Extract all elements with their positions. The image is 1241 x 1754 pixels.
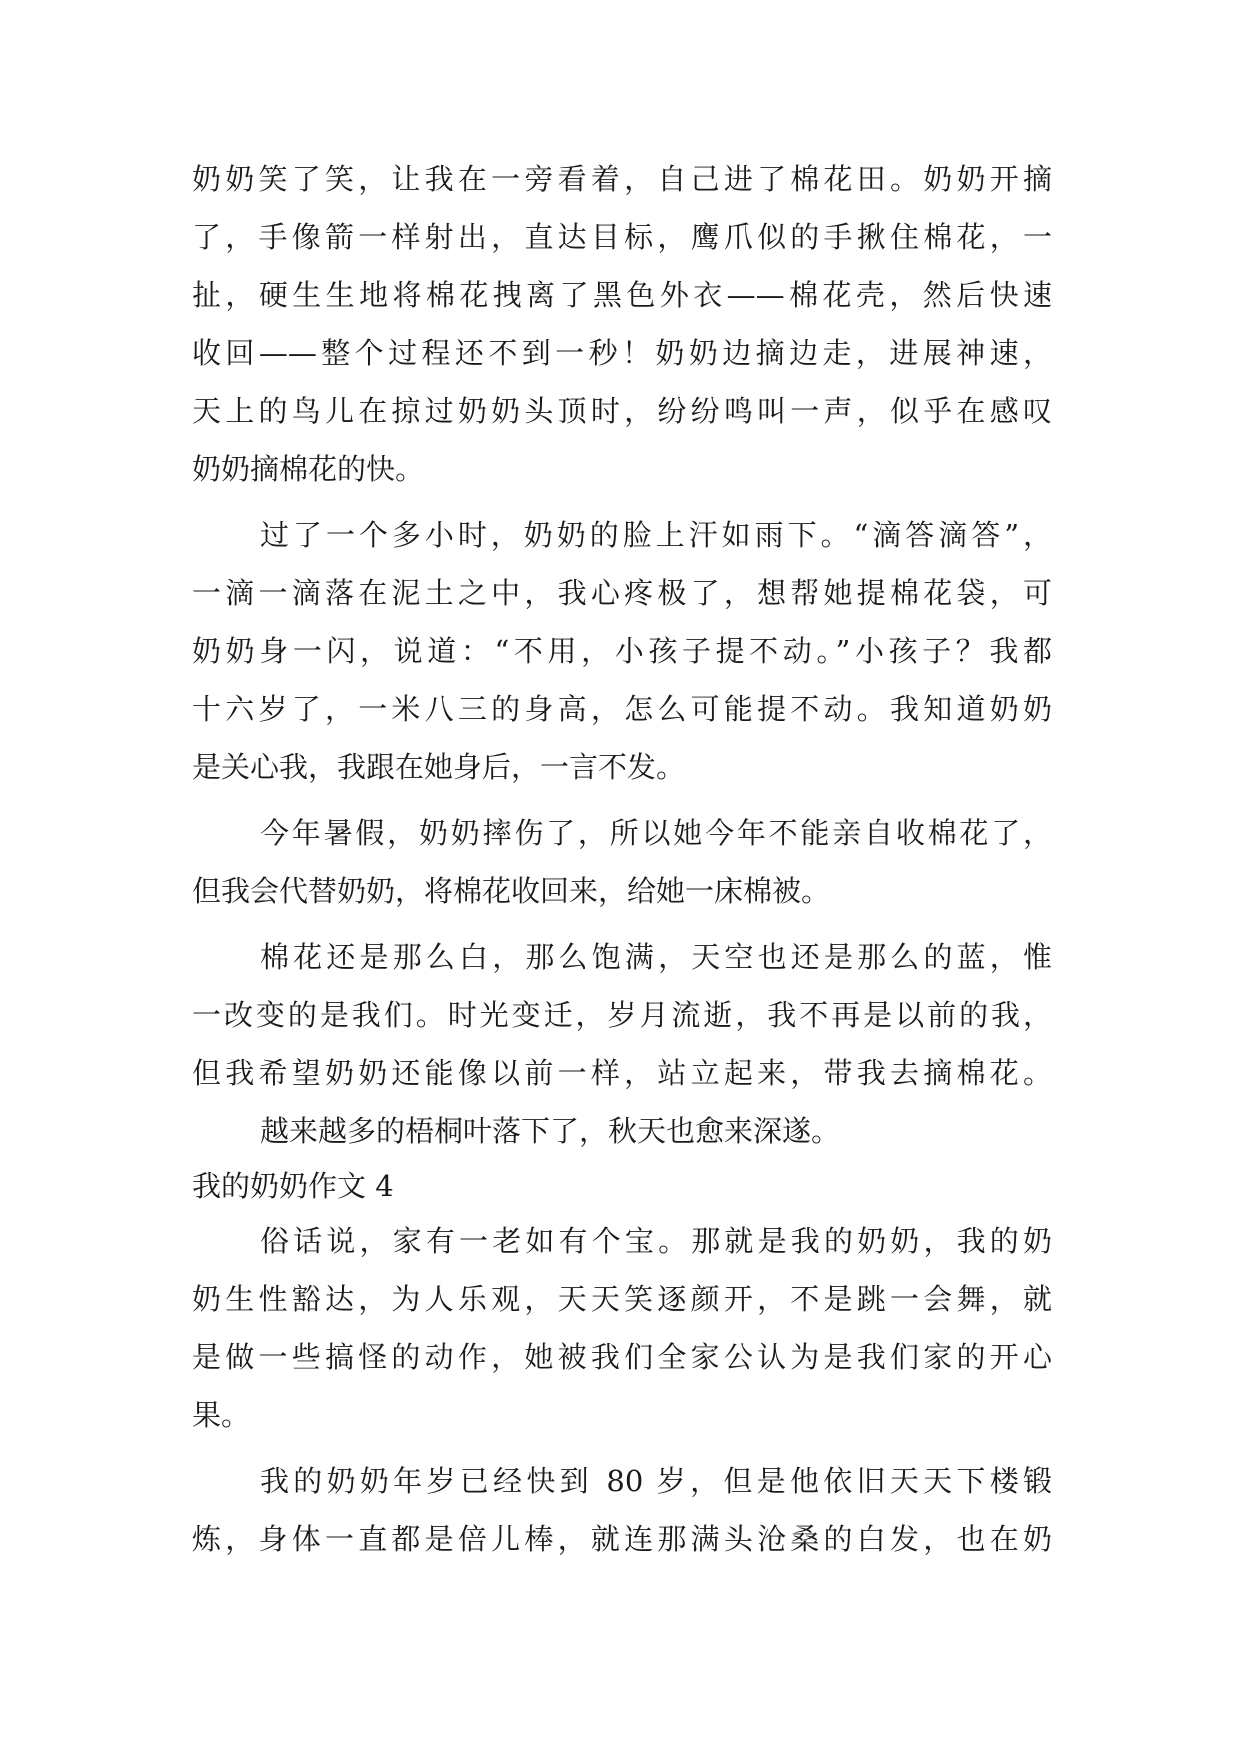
text-line: 收回——整个过程还不到一秒！奶奶边摘边走，进展神速， [192, 336, 1052, 370]
text-line: 奶奶摘棉花的快。 [192, 452, 425, 486]
text-line: 越来越多的梧桐叶落下了，秋天也愈来深遂。 [260, 1114, 841, 1148]
text-line: 扯，硬生生地将棉花拽离了黑色外衣——棉花壳，然后快速 [192, 278, 1052, 312]
text-line: 俗话说，家有一老如有个宝。那就是我的奶奶，我的奶 [260, 1224, 1052, 1258]
paragraph-1 [192, 150, 1052, 498]
text-line: 奶生性豁达，为人乐观，天天笑逐颜开，不是跳一会舞，就 [192, 1282, 1052, 1316]
text-line: 果。 [192, 1398, 251, 1432]
paragraph-6 [192, 1212, 1052, 1444]
paragraph-5 [192, 1102, 1052, 1160]
text-line: 但我会代替奶奶，将棉花收回来，给她一床棉被。 [192, 874, 831, 908]
text-line: 但我希望奶奶还能像以前一样，站立起来，带我去摘棉花。 [192, 1056, 1052, 1090]
text-line: 棉花还是那么白，那么饱满，天空也还是那么的蓝，惟 [260, 940, 1052, 974]
text-line: 炼，身体一直都是倍儿棒，就连那满头沧桑的白发，也在奶 [192, 1522, 1052, 1556]
text-line: 天上的鸟儿在掠过奶奶头顶时，纷纷鸣叫一声，似乎在感叹 [192, 394, 1052, 428]
text-line: 了，手像箭一样射出，直达目标，鹰爪似的手揪住棉花，一 [192, 220, 1052, 254]
text-line: 十六岁了，一米八三的身高，怎么可能提不动。我知道奶奶 [192, 692, 1052, 726]
section-heading: 我的奶奶作文 4 [192, 1169, 394, 1203]
paragraph-3 [192, 804, 1052, 920]
text-line: 一滴一滴落在泥土之中，我心疼极了，想帮她提棉花袋，可 [192, 576, 1052, 610]
text-line: 是关心我，我跟在她身后，一言不发。 [192, 750, 686, 784]
text-line: 我的奶奶年岁已经快到 80 岁，但是他依旧天天下楼锻 [260, 1464, 1052, 1498]
paragraph-4 [192, 928, 1052, 1102]
text-line: 过了一个多小时，奶奶的脸上汗如雨下。“滴答滴答”， [260, 518, 1052, 552]
paragraph-7 [192, 1452, 1052, 1568]
document-page [192, 150, 1052, 1568]
text-line: 是做一些搞怪的动作，她被我们全家公认为是我们家的开心 [192, 1340, 1052, 1374]
paragraph-2 [192, 506, 1052, 796]
text-line: 奶奶笑了笑，让我在一旁看着，自己进了棉花田。奶奶开摘 [192, 162, 1052, 196]
text-line: 奶奶身一闪，说道：“不用，小孩子提不动。”小孩子？我都 [192, 634, 1052, 668]
text-line: 今年暑假，奶奶摔伤了，所以她今年不能亲自收棉花了， [260, 816, 1052, 850]
text-line: 一改变的是我们。时光变迁，岁月流逝，我不再是以前的我， [192, 998, 1052, 1032]
